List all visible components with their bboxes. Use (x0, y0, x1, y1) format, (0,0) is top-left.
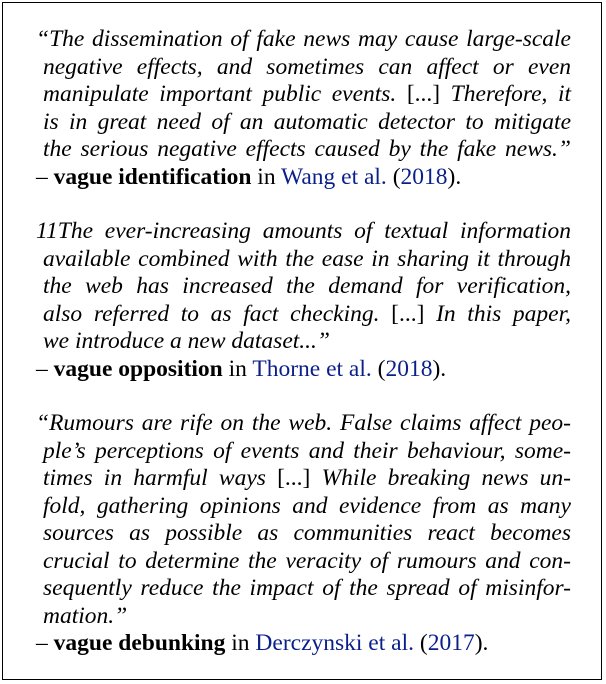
attribution-in: in (231, 630, 250, 656)
quote-line: 11The ever-increasing amounts of textual information (36, 218, 571, 244)
citation-author-link[interactable]: Wang et al. (281, 163, 387, 190)
paren-close: ). (432, 355, 447, 382)
attribution-dash: – (36, 355, 48, 382)
attribution-dash: – (36, 163, 48, 190)
quote-line: negative effects, and sometimes can affect or even (43, 53, 571, 80)
attribution-in: in (228, 355, 247, 382)
vagueness-label: vague identification (53, 163, 252, 190)
quote-line: the web has increased the demand for verification, (43, 273, 571, 299)
quote-line (36, 81, 571, 109)
quote-line: is in great need of an automatic detector to mitigate (43, 108, 571, 135)
vagueness-label: vague debunking (53, 630, 226, 656)
vagueness-label: vague opposition (53, 355, 223, 382)
quote-line: sequently reduce the impact of the spread of misinfor- (43, 575, 571, 601)
quote-text: While breaking news un- (321, 465, 571, 491)
quote-line: sources as possible as communities react becomes (43, 520, 571, 546)
paren-open: ( (392, 163, 401, 190)
attribution (36, 630, 571, 658)
quote-line: ple’s perceptions of events and their behaviour, some- (43, 437, 571, 464)
quote-block-derczynski (36, 410, 571, 658)
citation-year-link[interactable]: 2018 (385, 355, 433, 382)
attribution-in: in (257, 163, 276, 190)
quote-line: fold, gathering opinions and evidence from as many (43, 492, 571, 519)
ellipsis: [...] (391, 300, 425, 327)
citation-author-link[interactable]: Thorne et al. (252, 355, 372, 382)
paren-close: ). (474, 630, 489, 656)
quote-text: times in harmful ways (43, 465, 266, 491)
citation-author-link[interactable]: Derczynski et al. (255, 630, 414, 656)
quote-line: available combined with the ease in sharing it through (43, 245, 571, 272)
quote-block-thorne (36, 218, 571, 383)
quote-block-wang (36, 26, 571, 191)
quote-text: manipulate important public events. (43, 81, 397, 107)
quote-line: we introduce a new dataset...” (43, 328, 330, 354)
quote-box (2, 2, 602, 680)
quote-line (36, 301, 571, 329)
citation-year-link[interactable]: 2017 (427, 630, 475, 656)
quote-line (36, 465, 571, 493)
paren-close: ). (447, 163, 462, 190)
ellipsis: [...] (406, 81, 441, 107)
quote-line: crucial to determine the veracity of rumours and con- (43, 547, 571, 574)
attribution-dash: – (36, 630, 48, 656)
quote-text: In this paper, (436, 300, 572, 327)
paren-open: ( (377, 355, 386, 382)
attribution (36, 164, 571, 192)
attribution (36, 356, 571, 384)
quote-line: mation.” (43, 602, 128, 629)
quote-text: also referred to as fact checking. (43, 300, 380, 327)
citation-year-link[interactable]: 2018 (400, 163, 448, 190)
quote-text: Therefore, it (450, 81, 572, 107)
quote-line: the serious negative effects caused by the fake news.” (43, 136, 571, 162)
quote-line: “Rumours are rife on the web. False claims affect peo- (36, 410, 571, 436)
quote-line: “The dissemination of fake news may cause large-scale (36, 26, 571, 52)
ellipsis: [...] (277, 465, 311, 491)
paren-open: ( (419, 630, 428, 656)
